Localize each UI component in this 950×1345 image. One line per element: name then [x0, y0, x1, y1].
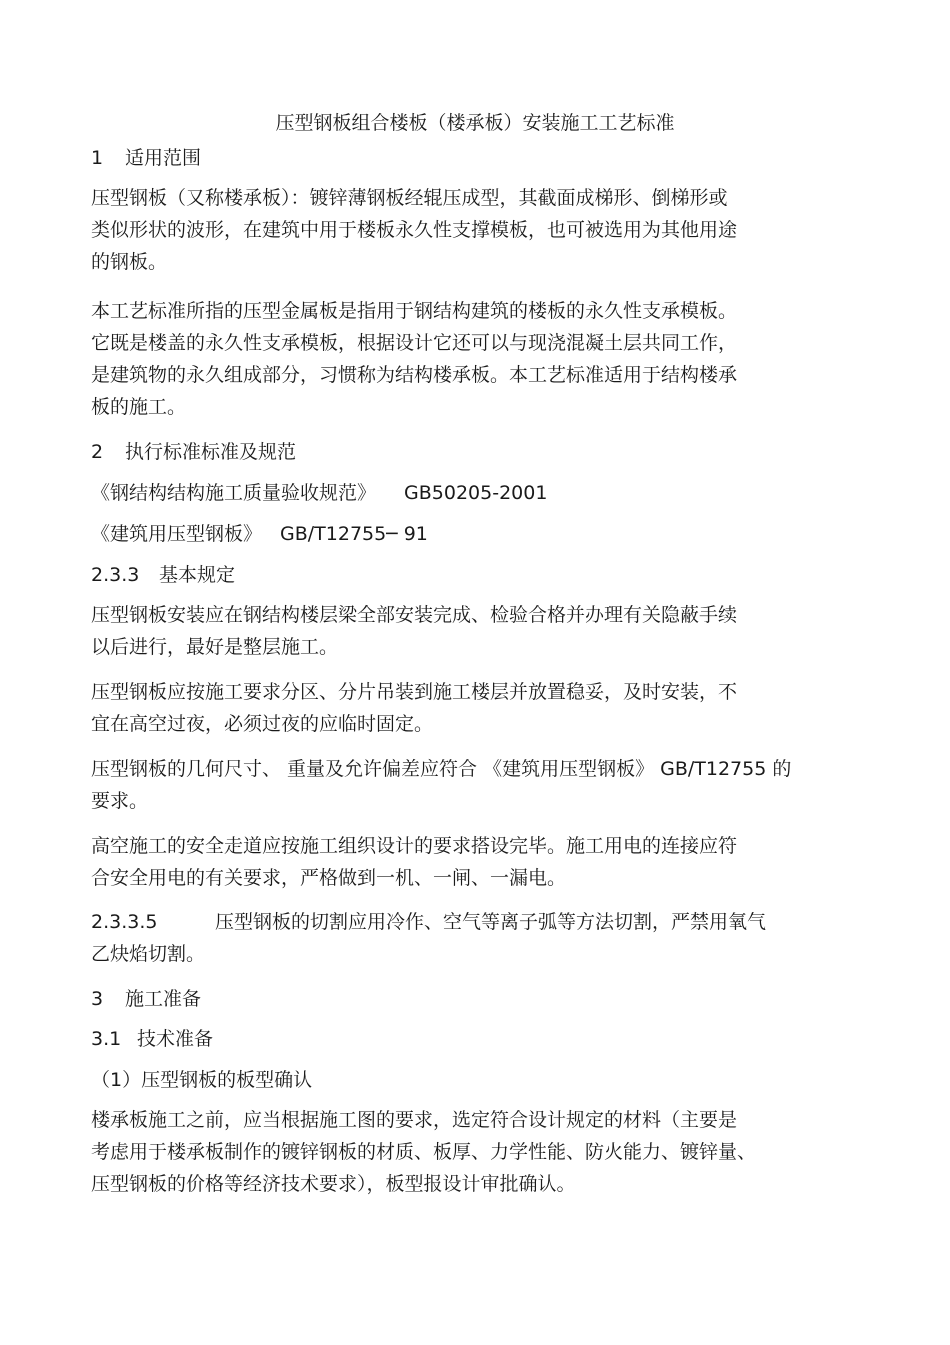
paragraph-line: 合安全用电的有关要求，严格做到一机、一闸、一漏电。 — [91, 867, 567, 889]
paragraph-line: 压型钢板应按施工要求分区、分片吊装到施工楼层并放置稳妥，及时安装，不 — [91, 681, 738, 703]
paragraph-line: 宜在高空过夜，必须过夜的应临时固定。 — [91, 713, 434, 735]
section-heading-2 — [91, 436, 831, 468]
section-number: 3.1 — [91, 1028, 122, 1050]
paragraph-line: 要求。 — [91, 790, 149, 812]
paragraph-line: 压型钢板的价格等经济技术要求），板型报设计审批确认。 — [91, 1173, 576, 1195]
paragraph-tolerance — [91, 753, 831, 817]
section-heading-3-1 — [91, 1023, 831, 1055]
standard-name: 《钢结构结构施工质量验收规范》 — [91, 482, 377, 504]
section-label: 施工准备 — [125, 988, 202, 1010]
paragraph-install-timing — [91, 599, 831, 663]
section-number: 1 — [91, 147, 104, 169]
paragraph-line: 楼承板施工之前，应当根据施工图的要求，选定符合设计规定的材料（主要是 — [91, 1109, 738, 1131]
paragraph-line: 压型钢板的几何尺寸、 重量及允许偏差应符合 《建筑用压型钢板》 GB∕T12755 的 — [91, 758, 792, 780]
standard-item-2 — [91, 518, 831, 550]
paragraph-line: 以后进行，最好是整层施工。 — [91, 636, 339, 658]
section-label: 技术准备 — [137, 1028, 214, 1050]
section-label: 基本规定 — [159, 564, 236, 586]
paragraph-line: 是建筑物的永久组成部分，习惯称为结构楼承板。本工艺标准适用于结构楼承 — [91, 364, 738, 386]
paragraph-safety — [91, 830, 831, 894]
section-heading-2-3-3-5 — [91, 906, 831, 970]
paragraph-line: 压型钢板（又称楼承板）：镀锌薄钢板经辊压成型，其截面成梯形、倒梯形或 — [91, 187, 728, 209]
paragraph-material-selection — [91, 1104, 831, 1200]
standard-code: GB50205-2001 — [404, 482, 548, 504]
paragraph-definition — [91, 182, 831, 278]
section-heading-3 — [91, 983, 831, 1015]
paragraph-line: 本工艺标准所指的压型金属板是指用于钢结构建筑的楼板的永久性支承模板。 — [91, 300, 738, 322]
section-label: 压型钢板的切割应用冷作、空气等离子弧等方法切割，严禁用氧气 — [215, 911, 767, 933]
paragraph-line: 压型钢板安装应在钢结构楼层梁全部安装完成、检验合格并办理有关隐蔽手续 — [91, 604, 738, 626]
section-number: 3 — [91, 988, 104, 1010]
paragraph-line: 高空施工的安全走道应按施工组织设计的要求搭设完毕。施工用电的连接应符 — [91, 835, 738, 857]
section-heading-1 — [91, 142, 831, 174]
subheading-label: （1）压型钢板的板型确认 — [91, 1069, 313, 1091]
document-title: 压型钢板组合楼板（楼承板）安装施工工艺标准 — [275, 112, 675, 134]
paragraph-line: 板的施工。 — [91, 396, 187, 418]
section-label: 适用范围 — [125, 147, 202, 169]
standard-name: 《建筑用压型钢板》 — [91, 523, 263, 545]
paragraph-line: 的钢板。 — [91, 251, 168, 273]
paragraph-line: 乙炔焰切割。 — [91, 943, 206, 965]
section-number: 2.3.3.5 — [91, 911, 158, 933]
subheading-board-type — [91, 1064, 831, 1096]
paragraph-lifting — [91, 676, 831, 740]
standard-item-1 — [91, 477, 831, 509]
section-number: 2.3.3 — [91, 564, 140, 586]
paragraph-line: 类似形状的波形，在建筑中用于楼板永久性支撑模板，也可被选用为其他用途 — [91, 219, 738, 241]
standard-code: GB∕T12755─ 91 — [280, 523, 428, 545]
paragraph-line: 它既是楼盖的永久性支承模板，根据设计它还可以与现浇混凝土层共同工作， — [91, 332, 738, 354]
section-number: 2 — [91, 441, 104, 463]
paragraph-scope — [91, 295, 831, 423]
section-heading-2-3-3 — [91, 559, 831, 591]
section-label: 执行标准标准及规范 — [125, 441, 297, 463]
paragraph-line: 考虑用于楼承板制作的镀锌钢板的材质、板厚、力学性能、防火能力、镀锌量、 — [91, 1141, 757, 1163]
